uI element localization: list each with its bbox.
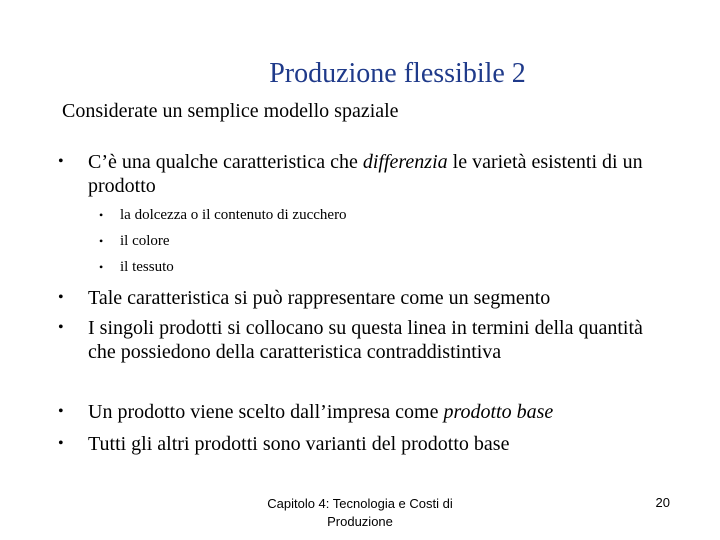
sub-bullet-dot: •: [99, 208, 104, 222]
bullet-item-3: [58, 316, 668, 364]
bullet-item-5: [58, 432, 668, 456]
bullet-text: Tale caratteristica si può rappresentare come un segmento: [88, 287, 551, 309]
bullet-dot: •: [58, 289, 64, 306]
sub-bullet-text: il colore: [120, 233, 170, 249]
bullet-item-1: [58, 150, 668, 198]
slide-subtitle: Considerate un semplice modello spaziale: [62, 100, 399, 122]
bullet-item-2: [58, 286, 668, 310]
bullet-text: Tutti gli altri prodotti sono varianti del prodotto base: [88, 433, 510, 455]
bullet-item-4: [58, 400, 668, 424]
sub-bullet-dot: •: [99, 234, 104, 248]
bullet-dot: •: [58, 403, 64, 420]
bullet-italic: prodotto base: [443, 401, 554, 423]
sub-bullet-2: [99, 232, 640, 250]
sub-bullet-dot: •: [99, 260, 104, 274]
bullet-text: I singoli prodotti si collocano su questa linea in termini della quantità che possiedono della caratteristica contraddistintiva: [88, 317, 643, 363]
bullet-dot: •: [58, 319, 64, 336]
slide-title: Produzione flessibile 2: [269, 58, 526, 89]
bullet-text: le varietà esistenti di un prodotto: [88, 151, 643, 197]
sub-bullet-1: [99, 206, 640, 224]
bullet-text: Un prodotto viene scelto dall’impresa come: [88, 401, 444, 423]
bullet-italic: differenzia: [362, 151, 448, 173]
bullet-dot: •: [58, 153, 64, 170]
sub-bullet-3: [99, 258, 640, 276]
sub-bullet-text: il tessuto: [120, 259, 174, 275]
bullet-dot: •: [58, 435, 64, 452]
bullet-text: C’è una qualche caratteristica che: [88, 151, 363, 173]
footer-chapter: Capitolo 4: Tecnologia e Costi di Produzione: [267, 496, 453, 529]
sub-bullet-text: la dolcezza o il contenuto di zucchero: [120, 207, 347, 223]
page-number: 20: [655, 495, 670, 510]
